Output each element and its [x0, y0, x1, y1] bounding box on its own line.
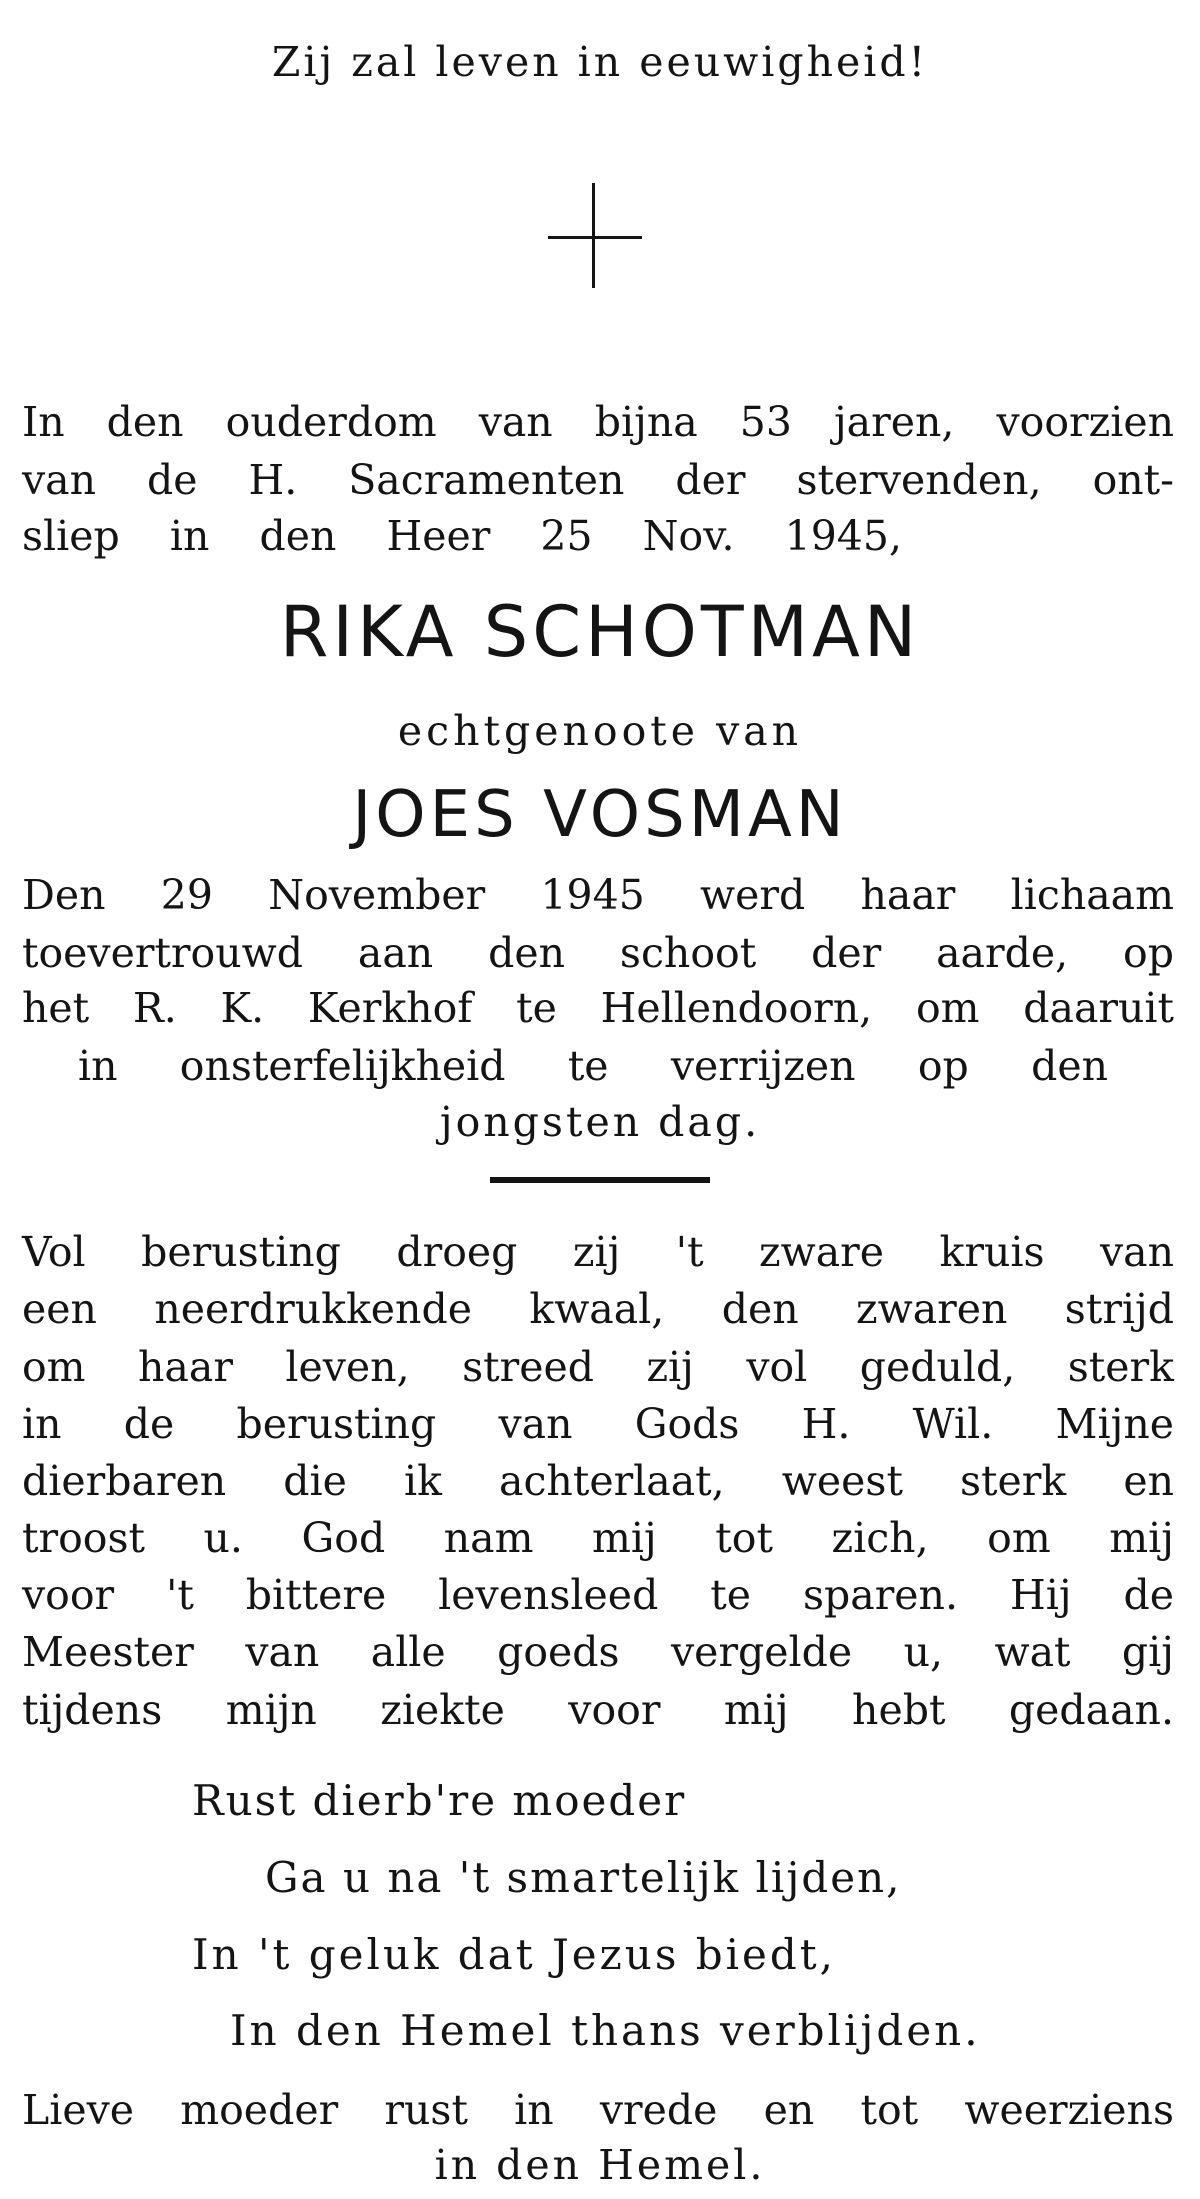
message-line: Vol berusting droeg zij 't zware kruis van	[22, 1228, 1174, 1276]
burial-line: het R. K. Kerkhof te Hellendoorn, om daaruit	[22, 984, 1174, 1032]
message-line: troost u. God nam mij tot zich, om mij	[22, 1514, 1174, 1562]
notice-line: van de H. Sacramenten der stervenden, ont-	[22, 456, 1174, 504]
notice-line: In den ouderdom van bijna 53 jaren, voorzien	[22, 398, 1174, 446]
poem-line: In den Hemel thans verblijden.	[230, 2006, 981, 2055]
message-line: om haar leven, streed zij vol geduld, sterk	[22, 1343, 1174, 1391]
message-line: een neerdrukkende kwaal, den zwaren strijd	[22, 1285, 1174, 1333]
burial-line: Den 29 November 1945 werd haar lichaam	[22, 871, 1174, 919]
poem-line: In 't geluk dat Jezus biedt,	[192, 1930, 837, 1979]
burial-line: toevertrouwd aan den schoot der aarde, op	[22, 929, 1174, 977]
divider-rule	[490, 1177, 710, 1183]
message-line: voor 't bittere levensleed te sparen. Hij de	[22, 1571, 1174, 1619]
message-line: in de berusting van Gods H. Wil. Mijne	[22, 1400, 1174, 1448]
poem-line: Ga u na 't smartelijk lijden,	[265, 1853, 902, 1902]
poem-line: Rust dierb're moeder	[192, 1776, 687, 1825]
spouse-label: echtgenoote van	[397, 707, 803, 755]
burial-line: jongsten dag.	[439, 1098, 761, 1146]
heading: Zij zal leven in eeuwigheid!	[271, 38, 929, 86]
message-line: dierbaren die ik achterlaat, weest sterk en	[22, 1457, 1174, 1505]
message-line: Meester van alle goeds vergelde u, wat gij	[22, 1628, 1174, 1676]
notice-line: sliep in den Heer 25 Nov. 1945,	[22, 512, 902, 560]
spouse-name: JOES VOSMAN	[352, 778, 848, 852]
message-line: tijdens mijn ziekte voor mij hebt gedaan.	[22, 1686, 1174, 1734]
deceased-name: RIKA SCHOTMAN	[279, 591, 921, 673]
closing-line: Lieve moeder rust in vrede en tot weerziens	[22, 2086, 1174, 2134]
burial-line: in onsterfelijkheid te verrijzen op den	[78, 1042, 1108, 1090]
closing-line: in den Hemel.	[434, 2141, 766, 2189]
cross-icon-bar	[548, 236, 642, 239]
